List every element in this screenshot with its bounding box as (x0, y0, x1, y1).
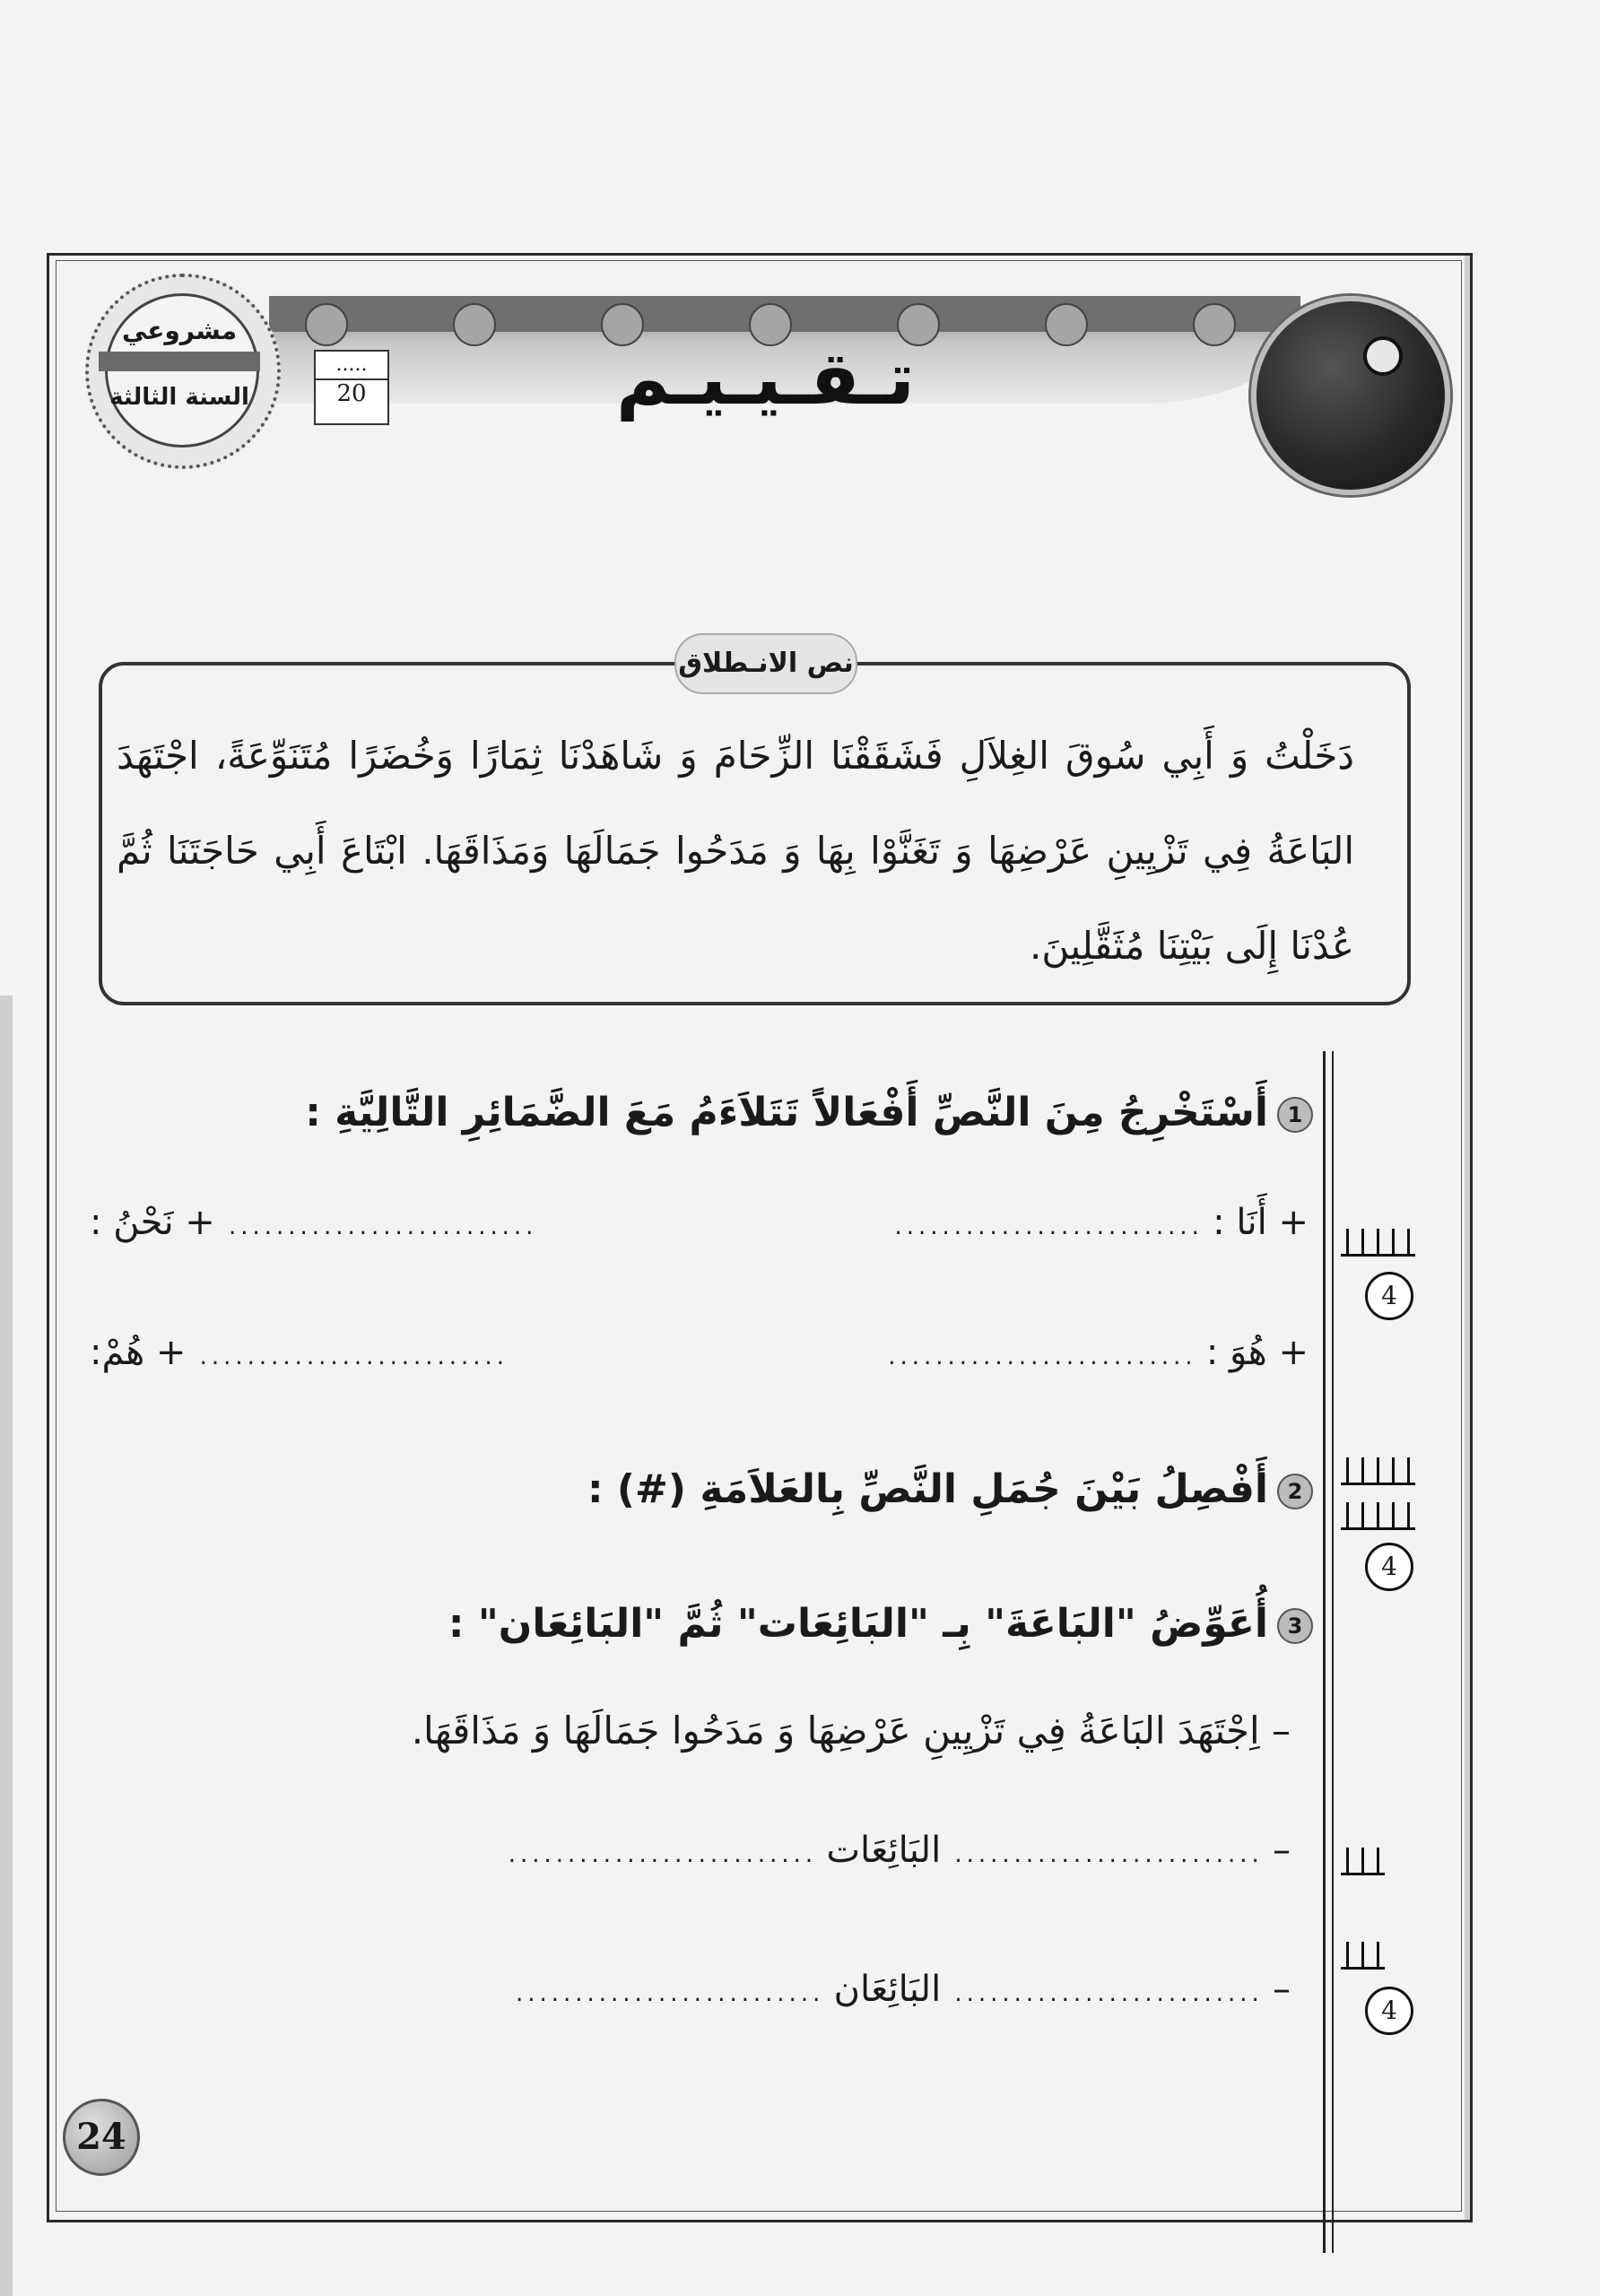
seal-ribbon (99, 352, 260, 371)
row-dash: – (1273, 1969, 1291, 2010)
row-dash: – (1273, 1830, 1291, 1871)
band-hole (453, 303, 496, 346)
subject-word: البَائِعَات (826, 1830, 942, 1871)
answer-blank[interactable]: .......................... (226, 1217, 535, 1239)
answer-blank[interactable]: .......................... (506, 1845, 815, 1867)
question-2 (587, 1466, 1313, 1512)
answer-blank[interactable]: .......................... (885, 1347, 1196, 1370)
question-number: 2 (1277, 1474, 1313, 1509)
question-1 (305, 1090, 1313, 1135)
score-box (314, 350, 389, 425)
pronoun-label: + أَنَا : (1213, 1202, 1309, 1243)
rewrite-row (514, 1969, 1291, 2010)
answer-blank[interactable]: .......................... (952, 1984, 1262, 2006)
question-text: أَفْصِلُ بَيْنَ جُمَلِ النَّصِّ بِالعَلاَمَةِ (#) : (587, 1466, 1268, 1512)
passage-text: دَخَلْتُ وَ أَبِي سُوقَ الغِلاَلِ فَشَقَقْنَا الزِّحَامَ وَ شَاهَدْنَا ثِمَارًا وَخُضَرًا مُتَنَوِّعَةً، اجْتَهَدَ البَاعَةُ فِي تَزْيِينِ عَرْضِهَا وَ تَغَنَّوْا بِهَا وَ مَدَحُوا جَمَالَهَا وَمَذَاقَهَا. ابْتَاعَ أَبِي حَاجَتَنَا ثُمَّ عُدْنَا إِلَى بَيْتِنَا مُثَقَّلِينَ. (117, 734, 1354, 968)
score-blank: ..... (335, 353, 368, 376)
margin-divider (1323, 1051, 1326, 2253)
answer-row (90, 1202, 535, 1243)
answer-row (90, 1332, 507, 1373)
question-text: أَسْتَخْرِجُ مِنَ النَّصِّ أَفْعَالاً تَتَلاَءَمُ مَعَ الضَّمَائِرِ التَّالِيَّةِ : (305, 1090, 1268, 1135)
page-number: 24 (63, 2099, 140, 2176)
band-hole (1045, 303, 1088, 346)
rewrite-row (506, 1830, 1291, 1871)
score-tally (1341, 1457, 1415, 1485)
example-sentence: – اِجْتَهَدَ البَاعَةُ فِي تَزْيِينِ عَرْضِهَا وَ مَدَحُوا جَمَالَهَا وَ مَذَاقَهَا. (411, 1709, 1291, 1752)
band-hole (1193, 303, 1236, 346)
answer-blank[interactable]: .......................... (952, 1845, 1262, 1867)
question-text: أُعَوِّضُ "البَاعَةَ" بِـ "البَائِعَات" ثُمَّ "البَائِعَان" : (448, 1601, 1268, 1647)
score-tally (1341, 1502, 1415, 1530)
pronoun-label: + نَحْنُ : (90, 1202, 215, 1243)
band-hole (305, 303, 348, 346)
margin-divider (1332, 1051, 1334, 2253)
question-number: 3 (1277, 1608, 1313, 1644)
score-tally (1341, 1942, 1385, 1970)
page-edge-shadow (0, 996, 13, 2296)
answer-row (886, 1332, 1309, 1373)
score-tally (1341, 1848, 1385, 1875)
answer-blank[interactable]: .......................... (197, 1347, 507, 1370)
pronoun-label: + هُمْ: (90, 1332, 187, 1373)
question-3 (448, 1601, 1313, 1647)
passage-label: نص الانـطلاق (674, 633, 857, 694)
score-tally (1341, 1229, 1415, 1257)
points-circle: 4 (1365, 1272, 1413, 1320)
question-number: 1 (1277, 1097, 1313, 1133)
points-circle: 4 (1365, 1543, 1413, 1591)
answer-blank[interactable]: .......................... (513, 1984, 822, 2006)
page-title: تـقـيـيـم (615, 336, 915, 422)
subject-word: البَائِعَان (833, 1969, 942, 2010)
answer-row (892, 1202, 1309, 1243)
pronoun-label: + هُوَ : (1205, 1332, 1309, 1373)
header-circle-dot (1363, 336, 1403, 376)
score-total: 20 (316, 378, 387, 407)
seal-grade-label: السنة الثالثة (109, 384, 249, 411)
header-circle-graphic (1251, 296, 1450, 495)
seal-project-label: مشروعي (121, 316, 238, 345)
points-circle: 4 (1365, 1987, 1413, 2035)
answer-blank[interactable]: .......................... (892, 1217, 1202, 1239)
